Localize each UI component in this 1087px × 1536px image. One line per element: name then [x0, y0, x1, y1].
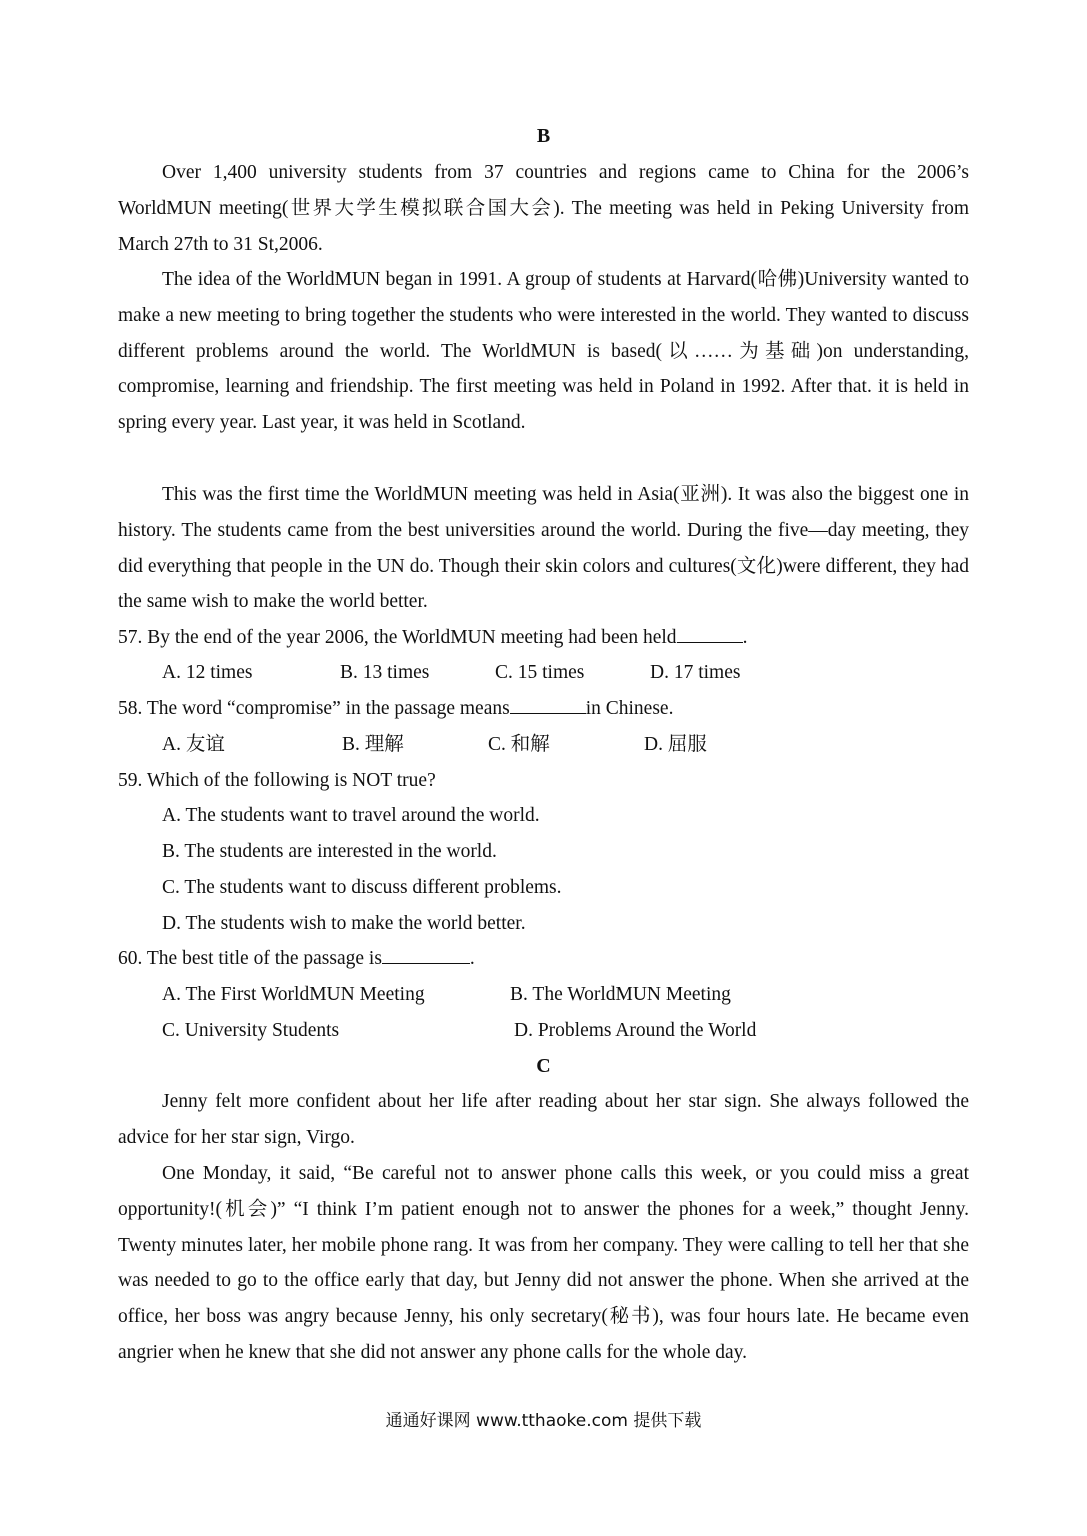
q59-option-c: C. The students want to discuss different problems.: [162, 877, 562, 898]
answer-blank: [677, 624, 743, 643]
question-57-end: .: [742, 627, 748, 648]
section-c-heading: C: [536, 1055, 551, 1077]
q60-option-c: C. University Students: [162, 1020, 340, 1041]
q58-option-a: A. 友谊: [162, 734, 225, 755]
section-b-paragraph-3: This was the first time the WorldMUN meeting was held in Asia(亚洲). It was also the biggest one in history. The students came from the best universities around the world. During the five—day meeting, they did everything that people in the UN do. Though their skin colors and cultures(文化)were different, they had the same wish to make the world better.: [118, 484, 969, 613]
section-c-paragraph-2: One Monday, it said, “Be careful not to answer phone calls this week, or you could miss a great opportunity!(机会)” “I think I’m patient enough not to answer the phones for a week,” thought Jenny. Twenty minutes later, her mobile phone rang. It was from her company. They were calling to tell her that she was needed to go to the office early that day, but Jenny did not answer the phone. When she arrived at the office, her boss was angry because Jenny, his only secretary(秘书), was four hours late. He became even angrier when he knew that she did not answer any phone calls for the whole day.: [118, 1163, 969, 1363]
question-60-stem: 60. The best title of the passage is: [118, 948, 382, 969]
q58-option-b: B. 理解: [342, 734, 404, 755]
question-59-stem: 59. Which of the following is NOT true?: [118, 770, 436, 791]
question-58-end: in Chinese.: [585, 698, 674, 719]
answer-blank: [382, 945, 470, 964]
q59-option-d: D. The students wish to make the world better.: [162, 913, 526, 934]
q58-option-c: C. 和解: [488, 734, 550, 755]
q60-option-a: A. The First WorldMUN Meeting: [162, 984, 425, 1005]
section-c-paragraph-1: Jenny felt more confident about her life after reading about her star sign. She always followed the advice for her star sign, Virgo.: [118, 1091, 969, 1148]
q60-option-d: D. Problems Around the World: [514, 1020, 757, 1041]
q57-option-b: B. 13 times: [340, 662, 430, 683]
question-59: [118, 763, 436, 799]
question-60-end: .: [469, 948, 475, 969]
answer-blank: [510, 695, 586, 714]
question-57-stem: 57. By the end of the year 2006, the WorldMUN meeting had been held: [118, 627, 677, 648]
q59-option-a: A. The students want to travel around the world.: [162, 805, 540, 826]
question-58-stem: 58. The word “compromise” in the passage means: [118, 698, 510, 719]
q60-option-b: B. The WorldMUN Meeting: [510, 984, 731, 1005]
page-footer: 通通好课网 www.tthaoke.com 提供下载: [385, 1411, 702, 1431]
question-60: [118, 941, 475, 977]
section-b-heading: B: [536, 125, 551, 147]
section-b-paragraph-1: Over 1,400 university students from 37 countries and regions came to China for the 2006’s WorldMUN meeting(世界大学生模拟联合国大会). The meeting was held in Peking University from March 27th to 31 St,2006.: [118, 162, 969, 255]
q59-option-b: B. The students are interested in the world.: [162, 841, 497, 862]
q57-option-a: A. 12 times: [162, 662, 253, 683]
question-58: [118, 691, 673, 727]
section-b-paragraph-2: The idea of the WorldMUN began in 1991. A group of students at Harvard(哈佛)University wanted to make a new meeting to bring together the students who were interested in the world. They wanted to discuss different problems around the world. The WorldMUN is based(以……为基础)on understanding, compromise, learning and friendship. The first meeting was held in Poland in 1992. After that. it is held in spring every year. Last year, it was held in Scotland.: [118, 269, 969, 434]
q57-option-c: C. 15 times: [495, 662, 585, 683]
q57-option-d: D. 17 times: [650, 662, 741, 683]
q58-option-d: D. 屈服: [644, 734, 707, 755]
question-57: [118, 620, 747, 656]
